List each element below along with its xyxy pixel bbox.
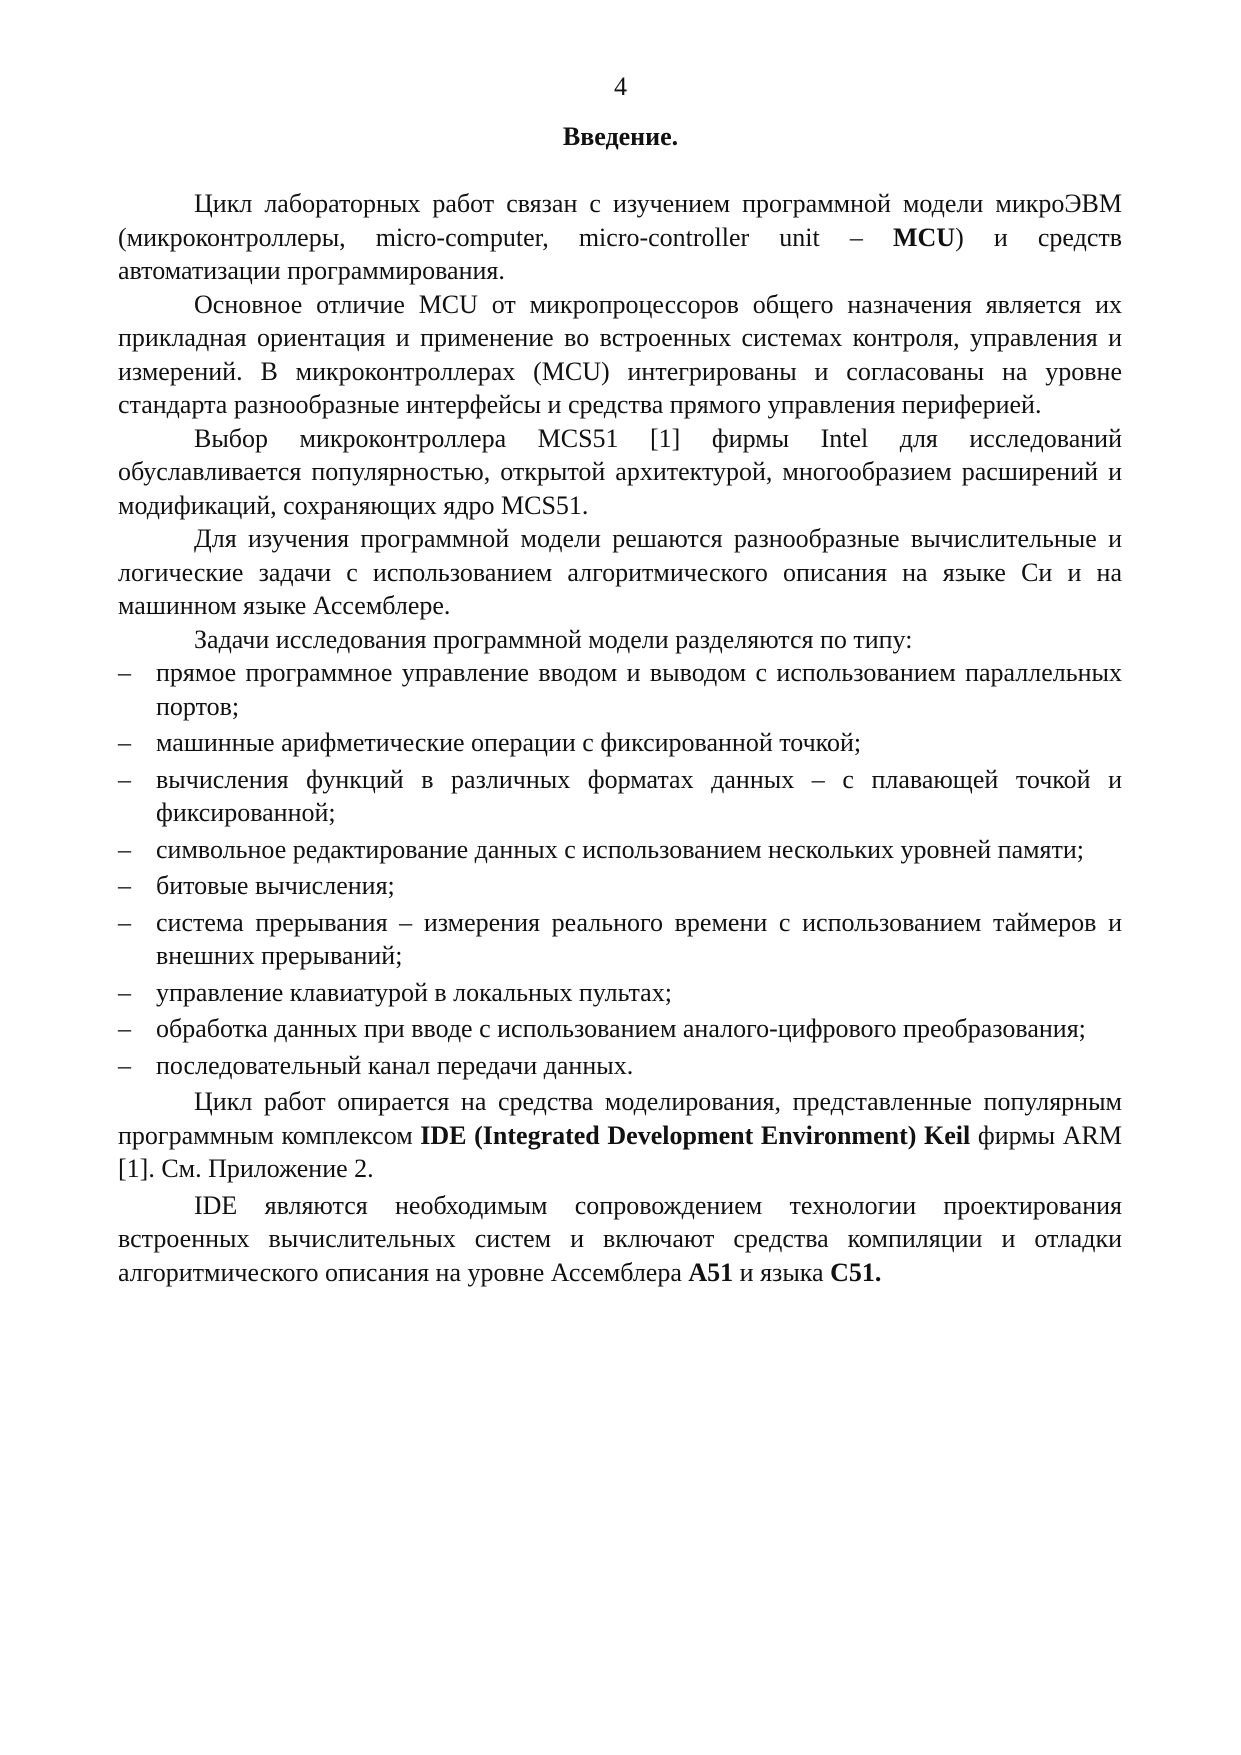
intro-paragraph-4: Для изучения программной модели решаются разнообразные вычислительные и логические задачи с использованием алгоритмического описания на языке Си и на машинном языке Ассемблере.: [118, 524, 1122, 620]
page-number: 4: [614, 72, 627, 101]
dash-marker: –: [118, 871, 131, 900]
intro-paragraph-2: Основное отличие MCU от микропроцессоров общего назначения является их прикладная ориентация и применение во встроенных системах контроля, управления и измерений. В микроконтроллерах (MCU) интегрированы и согласованы на уровне стандарта разнообразные интерфейсы и средства прямого управления периферией.: [118, 289, 1122, 419]
list-item-text: последовательный канал передачи данных.: [156, 1050, 634, 1080]
list-item: [118, 869, 1122, 903]
bold-term: A51: [688, 1257, 734, 1287]
task-list: [118, 656, 1122, 1082]
list-item: [118, 656, 1122, 723]
list-item: [118, 976, 1122, 1010]
dash-marker: –: [118, 1050, 131, 1080]
intro-paragraph-5: Задачи исследования программной модели разделяются по типу:: [194, 624, 913, 654]
text-span: фирмы ARM [1]. См. Приложение 2.: [118, 1120, 1122, 1183]
dash-marker: –: [118, 728, 131, 757]
list-item-text: вычисления функций в различных форматах данных – с плавающей точкой и фиксированной;: [156, 764, 1122, 827]
list-item-text: управление клавиатурой в локальных пультах;: [156, 977, 672, 1007]
dash-marker: –: [118, 1014, 131, 1043]
text-span: IDE являются необходимым сопровождением технологии проектирования встроенных вычислительных систем и включают средства компиляции и отладки алгоритмического описания на уровне Ассемблера: [118, 1190, 1122, 1287]
list-item: [118, 1049, 1122, 1083]
bold-term: C51.: [830, 1257, 882, 1287]
list-item-text: система прерывания – измерения реального времени с использованием таймеров и внешних прерываний;: [156, 907, 1122, 970]
list-item-text: прямое программное управление вводом и выводом с использованием параллельных портов;: [156, 658, 1122, 721]
list-item-text: обработка данных при вводе с использованием аналого-цифрового преобразования;: [156, 1014, 1086, 1043]
bold-term: IDE (Integrated Development Environment) Keil: [420, 1120, 971, 1150]
list-item: [118, 1012, 1122, 1046]
page-title: Введение.: [562, 122, 679, 151]
list-item-text: битовые вычисления;: [156, 871, 395, 900]
text-span: Цикл лабораторных работ связан с изучением программной модели микроЭВМ (микроконтроллеры, micro-computer, micro-controller unit –: [118, 189, 1122, 252]
closing-paragraph-2: [118, 1189, 1122, 1290]
dash-marker: –: [118, 977, 131, 1007]
dash-marker: –: [118, 658, 131, 687]
intro-paragraph-3: Выбор микроконтроллера MCS51 [1] фирмы Intel для исследований обуславливается популярностью, открытой архитектурой, многообразием расширений и модификаций, сохраняющих ядро MCS51.: [118, 423, 1122, 520]
dash-marker: –: [118, 764, 131, 794]
bold-term: MCU: [892, 222, 956, 252]
list-item: [118, 763, 1122, 830]
document-body: [118, 187, 1122, 1289]
dash-marker: –: [118, 834, 131, 864]
list-item: [118, 833, 1122, 867]
text-span: и языка: [733, 1257, 831, 1287]
list-item-text: символьное редактирование данных с использованием нескольких уровней памяти;: [156, 834, 1085, 864]
dash-marker: –: [118, 907, 131, 937]
list-item-text: машинные арифметические операции с фиксированной точкой;: [156, 728, 862, 757]
list-item: [118, 726, 1122, 760]
text-span: Цикл работ опирается на средства моделирования, представленные популярным программным комплексом: [118, 1087, 1122, 1150]
closing-paragraph-1: [118, 1085, 1122, 1186]
text-span: ) и средств автоматизации программирования.: [118, 222, 1123, 285]
intro-paragraph-1: [118, 187, 1122, 288]
list-item: [118, 906, 1122, 973]
